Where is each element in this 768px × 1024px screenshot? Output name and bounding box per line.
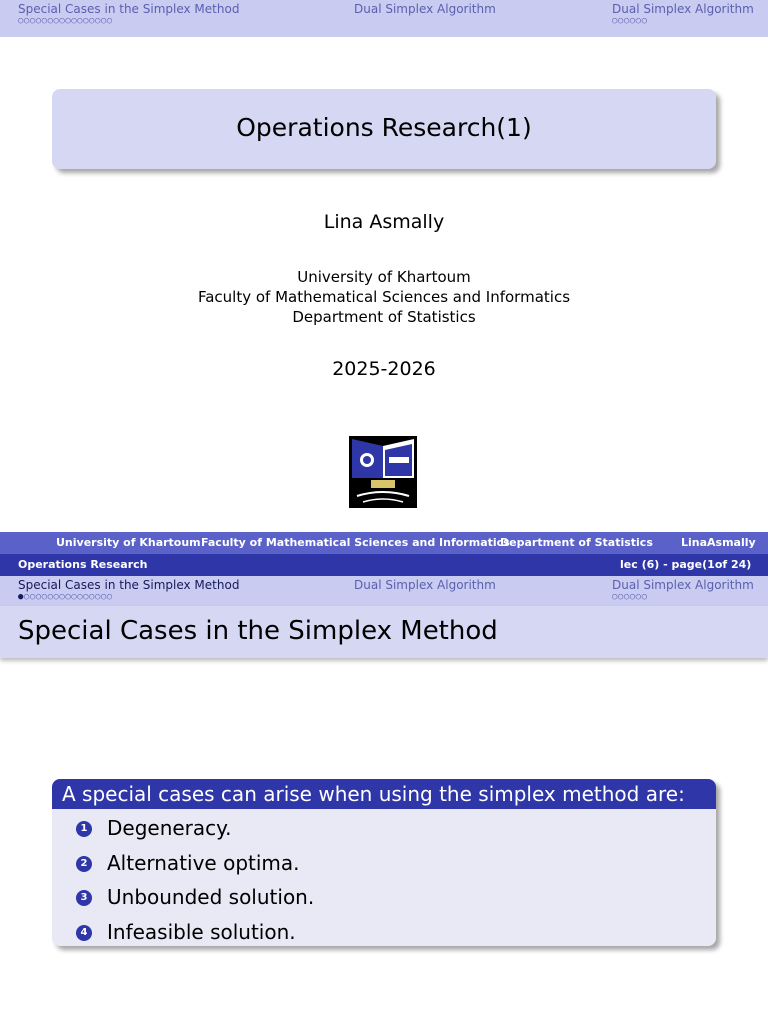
institution-faculty: Faculty of Mathematical Sciences and Informatics — [197, 288, 571, 306]
footer-bottom-row — [0, 554, 768, 576]
nav-section-special-cases[interactable]: Special Cases in the Simplex Method — [18, 578, 240, 592]
footer-bar — [0, 532, 768, 576]
author-name: Lina Asmally — [323, 211, 445, 233]
title-box — [52, 89, 716, 169]
footer-page-number: lec (6) - page(1of 24) — [620, 558, 752, 571]
footer-department: Department of Statistics — [500, 536, 653, 549]
footer-top-row — [0, 532, 768, 554]
list-number: 1 — [76, 821, 92, 837]
nav-dot-current[interactable]: ● — [18, 592, 24, 602]
nav-dots-section-1[interactable]: ○○○○○○○○○○○○○○○○ — [18, 16, 113, 26]
nav-section-special-cases[interactable]: Special Cases in the Simplex Method — [18, 2, 240, 16]
institution-university: University of Khartoum — [297, 268, 471, 286]
special-cases-block — [52, 779, 716, 946]
navigation-bar — [0, 0, 768, 37]
university-logo-icon — [349, 436, 417, 508]
footer-author: LinaAsmally — [681, 536, 756, 549]
date: 2025-2026 — [332, 358, 436, 380]
nav-dots-rest[interactable]: ○○○○○○○○○○○○○○○ — [23, 592, 113, 602]
nav-section-dual-simplex-1[interactable]: Dual Simplex Algorithm — [354, 578, 496, 592]
frame-title-bar — [0, 606, 768, 658]
presentation-title: Operations Research(1) — [236, 113, 532, 142]
block-header — [52, 779, 716, 809]
footer-short-title: Operations Research — [18, 558, 148, 571]
nav-dots-section-3[interactable]: ○○○○○○ — [612, 592, 648, 602]
frame-title: Special Cases in the Simplex Method — [18, 616, 498, 646]
nav-dots-section-3[interactable]: ○○○○○○ — [612, 16, 648, 26]
nav-section-dual-simplex-2[interactable]: Dual Simplex Algorithm — [612, 2, 754, 16]
list-item-label: Degeneracy. — [107, 816, 232, 840]
list-number: 3 — [76, 890, 92, 906]
list-item-label: Unbounded solution. — [107, 885, 315, 909]
footer-faculty: Faculty of Mathematical Sciences and Informatics — [201, 536, 510, 549]
content-slide — [0, 576, 768, 1024]
footer-institution: University of Khartoum — [56, 536, 201, 549]
nav-section-dual-simplex-2[interactable]: Dual Simplex Algorithm — [612, 578, 754, 592]
block-title: A special cases can arise when using the simplex method are: — [62, 782, 685, 806]
nav-section-dual-simplex-1[interactable]: Dual Simplex Algorithm — [354, 2, 496, 16]
institution-department: Department of Statistics — [292, 308, 476, 326]
list-item-label: Infeasible solution. — [107, 920, 296, 944]
list-number: 2 — [76, 856, 92, 872]
list-item-label: Alternative optima. — [107, 851, 300, 875]
nav-dots-section-1[interactable] — [18, 592, 113, 602]
list-number: 4 — [76, 925, 92, 941]
institution-block — [0, 267, 768, 327]
